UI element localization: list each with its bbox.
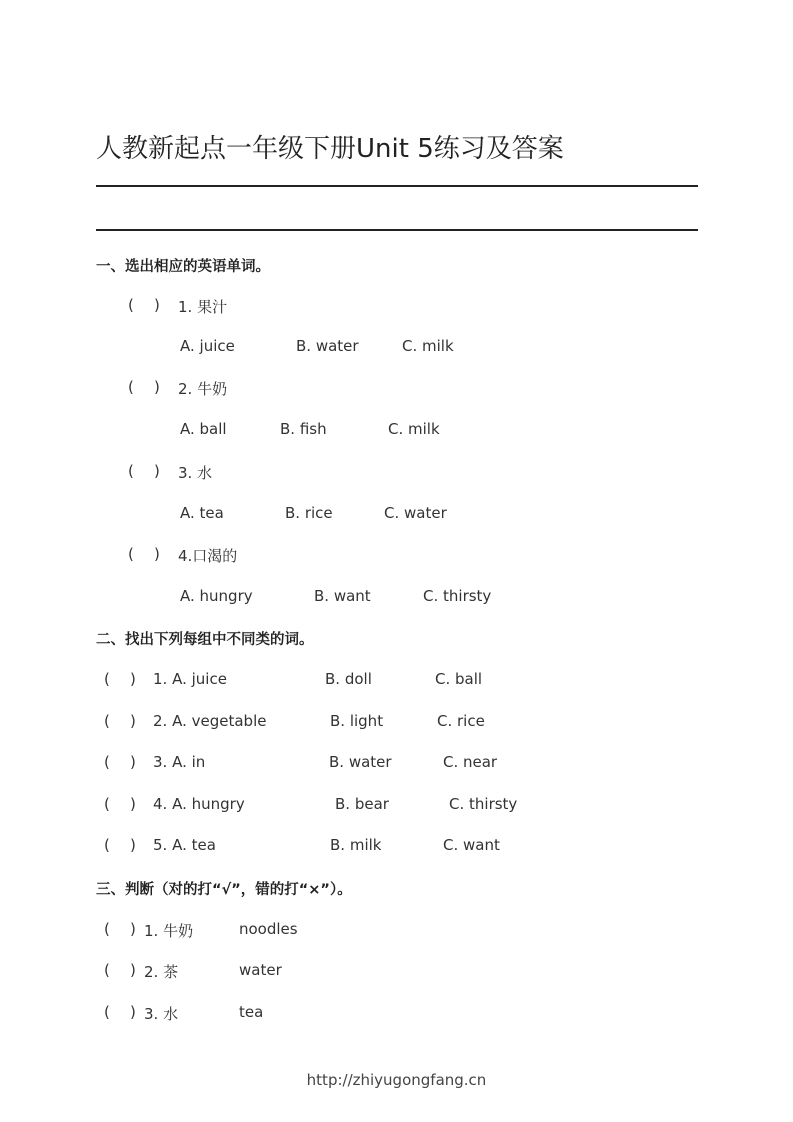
option-b: B. want (314, 587, 371, 605)
answer-paren-close: ) (130, 712, 136, 730)
question-stem: 3. 水 (144, 1005, 179, 1023)
answer-paren-open: ( (104, 961, 110, 979)
option-a: A. hungry (180, 587, 253, 605)
answer-paren-open: ( (104, 1003, 110, 1021)
section2-heading: 二、找出下列每组中不同类的词。 (96, 632, 314, 648)
section3-heading: 三、判断（对的打“√”，错的打“×”）。 (96, 882, 352, 898)
answer-paren-close: ) (130, 670, 136, 688)
answer-paren-close: ) (130, 1003, 136, 1021)
option-a: A. juice (180, 337, 235, 355)
option-c: C. rice (437, 712, 485, 730)
answer-paren-open: ( (104, 795, 110, 813)
question-option-a: 2. A. vegetable (153, 712, 267, 730)
question-option-a: 1. A. juice (153, 670, 227, 688)
option-c: C. thirsty (423, 587, 492, 605)
title-rule-bottom (96, 229, 698, 231)
option-c: C. ball (435, 670, 483, 688)
answer-paren-open: ( (104, 712, 110, 730)
option-b: B. bear (335, 795, 389, 813)
question-word: noodles (239, 920, 298, 938)
answer-paren-close: ) (130, 836, 136, 854)
question-stem: 1. 牛奶 (144, 922, 194, 940)
question-stem: 2. 茶 (144, 963, 179, 981)
answer-paren-close: ) (154, 545, 160, 563)
option-c: C. thirsty (449, 795, 518, 813)
option-c: C. milk (402, 337, 454, 355)
question-stem: 2. 牛奶 (178, 380, 228, 398)
question-word: water (239, 961, 282, 979)
option-a: A. ball (180, 420, 227, 438)
answer-paren-close: ) (154, 296, 160, 314)
answer-paren-open: ( (104, 836, 110, 854)
question-option-a: 5. A. tea (153, 836, 216, 854)
question-option-a: 3. A. in (153, 753, 206, 771)
question-stem: 1. 果汁 (178, 298, 228, 316)
answer-paren-close: ) (130, 961, 136, 979)
question-stem: 3. 水 (178, 464, 213, 482)
option-c: C. want (443, 836, 500, 854)
answer-paren-open: ( (104, 753, 110, 771)
answer-paren-open: ( (128, 296, 134, 314)
answer-paren-close: ) (154, 462, 160, 480)
question-option-a: 4. A. hungry (153, 795, 245, 813)
option-b: B. rice (285, 504, 333, 522)
option-b: B. light (330, 712, 384, 730)
option-b: B. doll (325, 670, 372, 688)
question-word: tea (239, 1003, 264, 1021)
footer-url: http://zhiyugongfang.cn (306, 1071, 487, 1089)
answer-paren-close: ) (130, 753, 136, 771)
option-b: B. water (329, 753, 392, 771)
title-rule-top (96, 185, 698, 187)
option-c: C. milk (388, 420, 440, 438)
option-b: B. water (296, 337, 359, 355)
page-title: 人教新起点一年级下册Unit 5练习及答案 (96, 134, 564, 164)
option-c: C. near (443, 753, 498, 771)
answer-paren-open: ( (104, 670, 110, 688)
answer-paren-open: ( (128, 545, 134, 563)
section1-heading: 一、选出相应的英语单词。 (96, 259, 270, 275)
question-stem: 4.口渴的 (178, 547, 238, 565)
answer-paren-open: ( (128, 462, 134, 480)
answer-paren-close: ) (130, 795, 136, 813)
answer-paren-open: ( (128, 378, 134, 396)
option-b: B. milk (330, 836, 382, 854)
option-a: A. tea (180, 504, 224, 522)
answer-paren-open: ( (104, 920, 110, 938)
answer-paren-close: ) (154, 378, 160, 396)
option-b: B. fish (280, 420, 327, 438)
answer-paren-close: ) (130, 920, 136, 938)
option-c: C. water (384, 504, 447, 522)
